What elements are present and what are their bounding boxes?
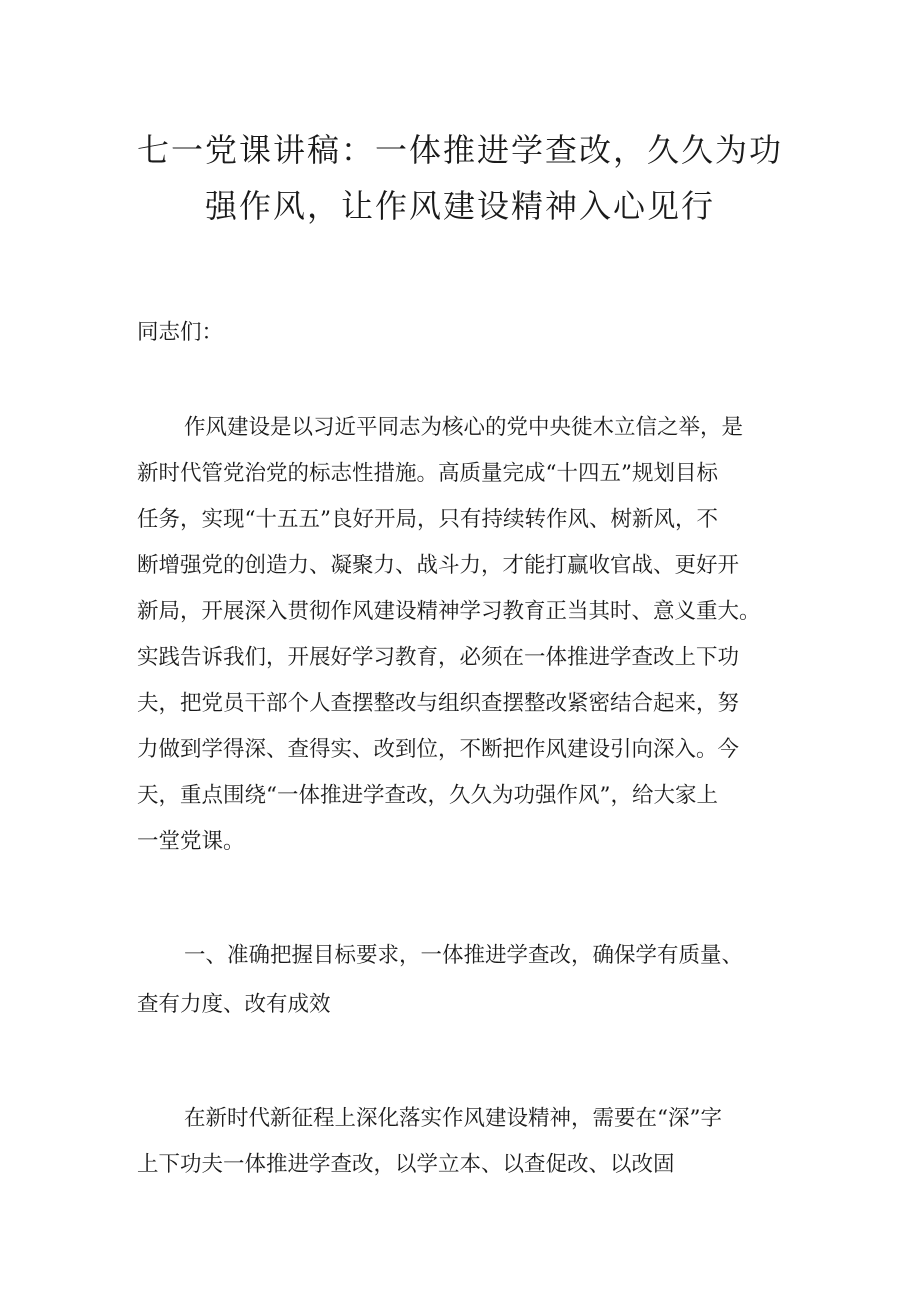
paragraph-1-line: 新时代管党治党的标志性措施。高质量完成“十四五”规划目标 xyxy=(137,461,718,486)
paragraph-1-line: 夫，把党员干部个人查摆整改与组织查摆整改紧密结合起来，努 xyxy=(137,691,740,716)
section-1-heading-line-1: 一、准确把握目标要求，一体推进学查改，确保学有质量、 xyxy=(184,943,744,968)
document-title-line-2: 强作风，让作风建设精神入心见行 xyxy=(204,187,715,225)
document-title-line-1: 七一党课讲稿：一体推进学查改，久久为功 xyxy=(136,131,783,169)
paragraph-1-line: 断增强党的创造力、凝聚力、战斗力，才能打赢收官战、更好开 xyxy=(137,553,740,578)
paragraph-1-line: 力做到学得深、查得实、改到位，不断把作风建设引向深入。今 xyxy=(137,737,740,762)
paragraph-1-line: 一堂党课。 xyxy=(137,829,245,854)
paragraph-1-line: 新局，开展深入贯彻作风建设精神学习教育正当其时、意义重大。 xyxy=(137,599,761,624)
salutation: 同志们： xyxy=(137,320,224,345)
section-1-heading-line-2: 查有力度、改有成效 xyxy=(137,992,331,1017)
paragraph-1-line: 天，重点围绕“一体推进学查改，久久为功强作风”，给大家上 xyxy=(137,783,718,808)
paragraph-2-line: 上下功夫一体推进学查改，以学立本、以查促改、以改固 xyxy=(137,1152,675,1177)
paragraph-2-line: 在新时代新征程上深化落实作风建设精神，需要在“深”字 xyxy=(184,1106,722,1131)
paragraph-1-line: 实践告诉我们，开展好学习教育，必须在一体推进学查改上下功 xyxy=(137,645,740,670)
paragraph-1-line: 任务，实现“十五五”良好开局，只有持续转作风、树新风，不 xyxy=(137,507,718,532)
paragraph-1-line: 作风建设是以习近平同志为核心的党中央徙木立信之举，是 xyxy=(184,415,744,440)
